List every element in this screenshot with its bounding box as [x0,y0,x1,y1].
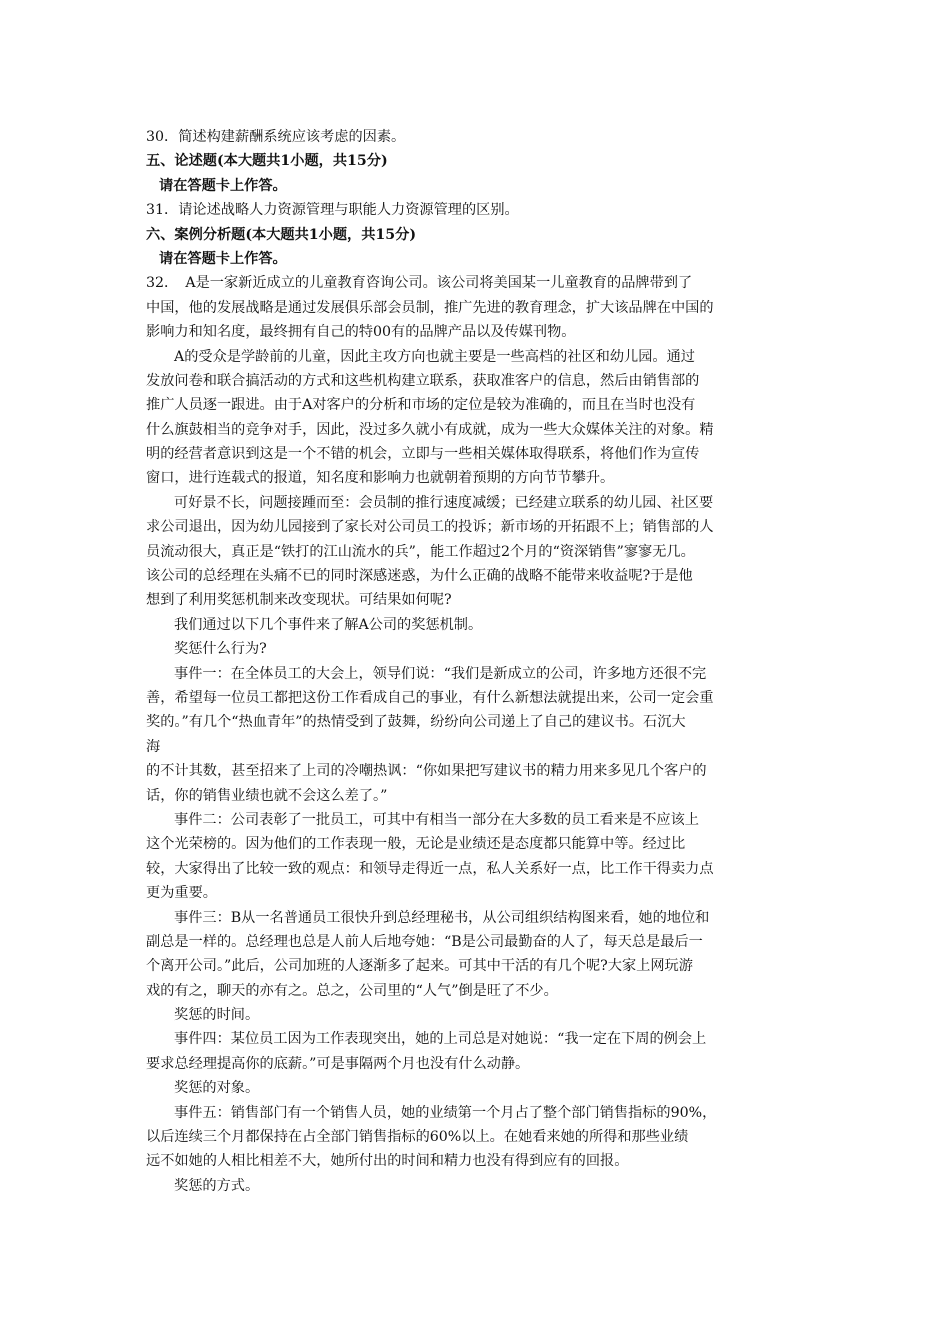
paragraph-line: 奖惩什么行为? [174,641,267,658]
text-line: 更为重要。 [146,885,217,902]
text-line: 海 [146,738,161,755]
text-line: 想到了利用奖惩机制来改变现状。可结果如何呢? [146,592,452,609]
paragraph-line: 事件三：B从一名普通员工很快升到总经理秘书，从公司组织结构图来看，她的地位和 [174,909,710,926]
text-line: 影响力和知名度，最终拥有自己的特00有的品牌产品以及传媒刊物。 [146,324,576,341]
text-line: 32． A是一家新近成立的儿童教育咨询公司。该公司将美国某一儿童教育的品牌带到了 [146,275,693,292]
paragraph-line: A的受众是学龄前的儿童，因此主攻方向也就主要是一些高档的社区和幼儿园。通过 [174,348,695,365]
text-line: 副总是一样的。总经理也总是人前人后地夸她：“B是公司最勤奋的人了，每天总是最后一 [146,933,703,950]
text-line: 推广人员逐一跟进。由于A对客户的分析和市场的定位是较为准确的，而且在当时也没有 [146,397,696,414]
paragraph-line: 事件五：销售部门有一个销售人员，她的业绩第一个月占了整个部门销售指标的90%， [174,1104,717,1121]
text-line: 这个光荣榜的。因为他们的工作表现一般，无论是业绩还是态度都只能算中等。经过比 [146,836,686,853]
text-line: 什么旗鼓相当的竞争对手，因此，没过多久就小有成就，成为一些大众媒体关注的对象。精 [146,421,714,438]
paragraph-line: 奖惩的时间。 [174,1007,260,1024]
text-line: 该公司的总经理在头痛不已的同时深感迷惑，为什么正确的战略不能带来收益呢?于是他 [146,568,693,585]
paragraph-line: 奖惩的对象。 [174,1080,260,1097]
text-line: 戏的有之，聊天的亦有之。总之，公司里的“人气”倒是旺了不少。 [146,982,558,999]
answer-instruction: 请在答题卡上作答。 [159,250,287,267]
section-heading: 五、论述题(本大题共1小题，共15分) [146,153,388,170]
text-line: 较，大家得出了比较一致的观点：和领导走得近一点，私人关系好一点，比工作干得卖力点 [146,860,714,877]
paragraph-line: 事件二：公司表彰了一批员工，可其中有相当一部分在大多数的员工看来是不应该上 [174,811,699,828]
text-line: 善，希望每一位员工都把这份工作看成自己的事业，有什么新想法就提出来，公司一定会重 [146,689,714,706]
paragraph-line: 事件一：在全体员工的大会上，领导们说：“我们是新成立的公司，许多地方还很不完 [174,665,707,682]
text-line: 奖的。”有几个“热血青年”的热情受到了鼓舞，纷纷向公司递上了自己的建议书。石沉大 [146,714,686,731]
text-line: 要求总经理提高你的底薪。”可是事隔两个月也没有什么动静。 [146,1055,530,1072]
section-heading: 六、案例分析题(本大题共1小题，共15分) [146,226,417,243]
paragraph-line: 事件四：某位员工因为工作表现突出，她的上司总是对她说：“我一定在下周的例会上 [174,1031,707,1048]
text-line: 求公司退出，因为幼儿园接到了家长对公司员工的投诉；新市场的开拓跟不上；销售部的人 [146,519,714,536]
text-line: 30．简述构建薪酬系统应该考虑的因素。 [146,129,406,145]
document-body [146,125,816,1198]
text-line: 发放问卷和联合搞活动的方式和这些机构建立联系，获取准客户的信息，然后由销售部的 [146,372,700,389]
text-line: 中国，他的发展战略是通过发展俱乐部会员制，推广先进的教育理念，扩大该品牌在中国的 [146,299,714,316]
text-line: 明的经营者意识到这是一个不错的机会，立即与一些相关媒体取得联系，将他们作为宣传 [146,446,700,463]
text-line: 的不计其数，甚至招来了上司的冷嘲热讽：“你如果把写建议书的精力用来多见几个客户的 [146,763,707,780]
text-line: 话，你的销售业绩也就不会这么差了。” [146,787,388,804]
text-line: 窗口，进行连载式的报道，知名度和影响力也就朝着预期的方向节节攀升。 [146,470,615,487]
paragraph-line: 奖惩的方式。 [174,1177,260,1194]
text-line: 员流动很大，真正是“铁打的江山流水的兵”，能工作超过2个月的“资深销售”寥寥无几。 [146,543,695,560]
paragraph-line: 我们通过以下几个事件来了解A公司的奖惩机制。 [174,616,483,633]
answer-instruction: 请在答题卡上作答。 [159,177,287,194]
text-line: 以后连续三个月都保持在占全部门销售指标的60%以上。在她看来她的所得和那些业绩 [146,1129,689,1146]
paragraph-line: 可好景不长，问题接踵而至：会员制的推行速度减缓；已经建立联系的幼儿园、社区要 [174,494,714,511]
text-line: 31．请论述战略人力资源管理与职能人力资源管理的区别。 [146,202,519,219]
text-line: 个离开公司。”此后，公司加班的人逐渐多了起来。可其中干活的有几个呢?大家上网玩游 [146,958,693,975]
text-line: 远不如她的人相比相差不大，她所付出的时间和精力也没有得到应有的回报。 [146,1153,629,1170]
